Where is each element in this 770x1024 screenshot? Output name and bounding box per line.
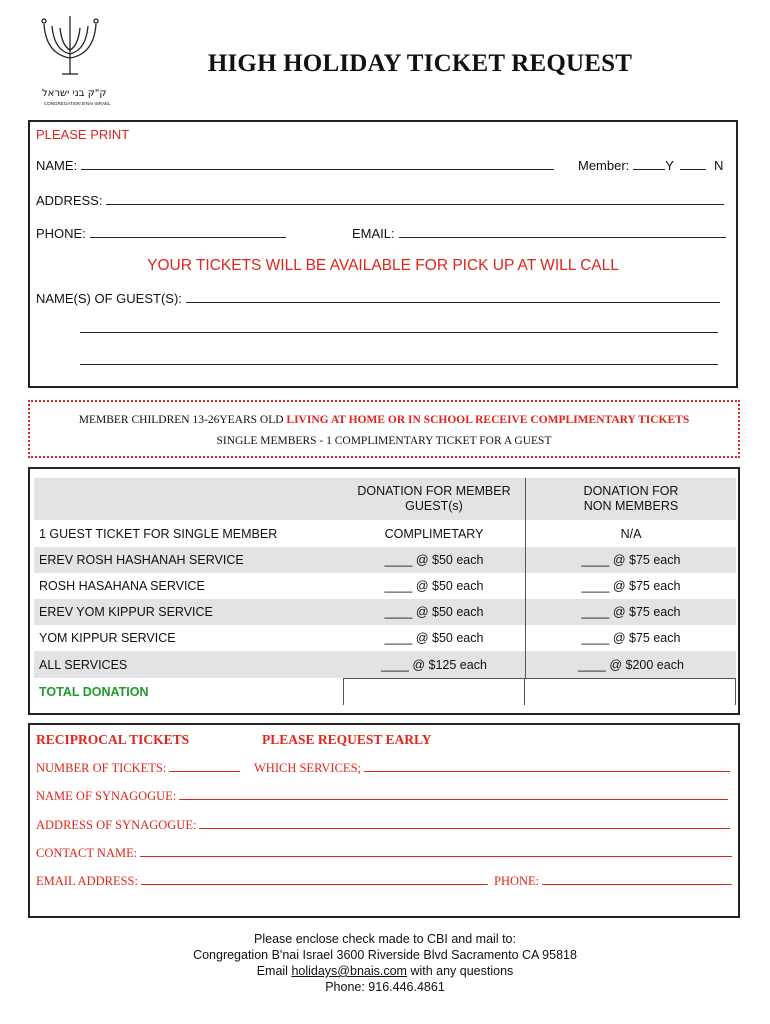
table-row[interactable]	[34, 599, 736, 625]
row-member[interactable]: ____ @ $125 each	[381, 657, 487, 672]
row-member[interactable]: ____ @ $50 each	[384, 631, 484, 645]
row-nonmember[interactable]: ____ @ $75 each	[525, 573, 736, 599]
row-member[interactable]: ____ @ $50 each	[384, 605, 484, 619]
total-row[interactable]	[34, 678, 736, 705]
guests-line-2[interactable]	[80, 332, 718, 333]
phone-label: PHONE:	[36, 226, 86, 241]
member-yes-line[interactable]	[633, 168, 665, 170]
member-no-label: N	[713, 158, 724, 173]
contact-name-label: CONTACT NAME:	[36, 846, 138, 860]
reciprocal-title: RECIPROCAL TICKETS	[36, 732, 190, 747]
which-services-label: WHICH SERVICES;	[254, 761, 361, 775]
row-nonmember[interactable]: ____ @ $75 each	[525, 625, 736, 651]
row-nonmember: N/A	[525, 520, 736, 547]
member-yes-label: Y	[665, 158, 674, 173]
row-label: EREV YOM KIPPUR SERVICE	[39, 605, 213, 619]
complimentary-prefix: MEMBER CHILDREN 13-26YEARS OLD	[78, 414, 284, 426]
mailing-instructions	[0, 931, 770, 995]
reciprocal-phone-line[interactable]	[542, 883, 732, 885]
num-tickets-line[interactable]	[169, 770, 240, 772]
table-row[interactable]	[34, 625, 736, 651]
footer-phone: Phone: 916.446.4861	[325, 980, 445, 994]
header-nonmember: DONATION FOR NON MEMBERS	[525, 478, 736, 520]
row-member[interactable]: ____ @ $50 each	[384, 553, 484, 567]
which-services-field[interactable]	[254, 761, 730, 776]
table-header-row	[34, 478, 736, 520]
footer-email-prefix: Email	[256, 964, 288, 978]
header-blank	[34, 478, 343, 520]
reciprocal-email-line[interactable]	[141, 883, 488, 885]
header-member: DONATION FOR MEMBER GUEST(s)	[343, 478, 525, 520]
table-row[interactable]	[34, 651, 736, 678]
total-nonmember-cell[interactable]	[525, 678, 736, 705]
table-row	[34, 520, 736, 547]
synagogue-name-line[interactable]	[179, 798, 728, 800]
name-field[interactable]	[36, 158, 554, 173]
row-nonmember[interactable]: ____ @ $200 each	[525, 651, 736, 678]
row-nonmember[interactable]: ____ @ $75 each	[525, 547, 736, 573]
address-field[interactable]	[36, 193, 724, 208]
guests-field[interactable]	[36, 291, 720, 306]
member-label: Member:	[578, 158, 630, 173]
table-row[interactable]	[34, 547, 736, 573]
synagogue-address-line[interactable]	[199, 827, 730, 829]
footer-line-2: Congregation B'nai Israel 3600 Riverside Blvd Sacramento CA 95818	[193, 948, 577, 962]
reciprocal-email-label: EMAIL ADDRESS:	[36, 874, 138, 888]
row-member[interactable]: ____ @ $50 each	[384, 579, 484, 593]
request-early-label: PLEASE REQUEST EARLY	[262, 732, 432, 747]
total-member-cell[interactable]	[343, 678, 525, 705]
synagogue-name-label: NAME OF SYNAGOGUE:	[36, 789, 177, 803]
complimentary-line-1	[30, 414, 738, 426]
total-label: TOTAL DONATION	[39, 684, 149, 699]
row-nonmember[interactable]: ____ @ $75 each	[525, 599, 736, 625]
guests-label: NAME(S) OF GUEST(S):	[36, 291, 182, 306]
which-services-line[interactable]	[364, 770, 730, 772]
address-label: ADDRESS:	[36, 193, 103, 208]
num-tickets-field[interactable]	[36, 761, 240, 776]
name-line[interactable]	[81, 168, 554, 170]
pickup-notice: YOUR TICKETS WILL BE AVAILABLE FOR PICK UP AT WILL CALL	[147, 257, 619, 274]
guests-line-1[interactable]	[186, 301, 720, 303]
synagogue-address-label: ADDRESS OF SYNAGOGUE:	[36, 818, 197, 832]
congregation-logo	[30, 8, 126, 108]
logo-hebrew: ק"ק בני ישראל	[42, 88, 107, 99]
guests-line-3[interactable]	[80, 364, 718, 365]
email-label: EMAIL:	[352, 226, 395, 241]
num-tickets-label: NUMBER OF TICKETS:	[36, 761, 167, 775]
reciprocal-phone-label: PHONE:	[494, 874, 540, 888]
synagogue-address-field[interactable]	[36, 818, 730, 833]
row-member: COMPLIMETARY	[384, 526, 484, 541]
phone-field[interactable]	[36, 226, 286, 241]
address-line[interactable]	[106, 203, 724, 205]
row-label: ALL SERVICES	[39, 657, 128, 672]
row-label: EREV ROSH HASHANAH SERVICE	[39, 553, 244, 567]
contact-name-line[interactable]	[140, 855, 732, 857]
email-field[interactable]	[352, 226, 726, 241]
email-line[interactable]	[399, 236, 726, 238]
contact-name-field[interactable]	[36, 846, 732, 861]
table-row[interactable]	[34, 573, 736, 599]
complimentary-highlight: LIVING AT HOME OR IN SCHOOL RECEIVE COMPLIMENTARY TICKETS	[286, 414, 690, 426]
reciprocal-email-field[interactable]	[36, 874, 488, 889]
please-print-label: PLEASE PRINT	[36, 127, 130, 142]
phone-line[interactable]	[90, 236, 286, 238]
synagogue-name-field[interactable]	[36, 789, 728, 804]
row-label: ROSH HASAHANA SERVICE	[39, 579, 205, 593]
logo-caption: CONGREGATION B'NAI ISRAEL	[44, 101, 111, 106]
complimentary-line-2: SINGLE MEMBERS - 1 COMPLIMENTARY TICKET FOR A GUEST	[216, 435, 552, 447]
member-field[interactable]	[578, 158, 728, 173]
row-label: 1 GUEST TICKET FOR SINGLE MEMBER	[39, 526, 278, 541]
footer-email-suffix: with any questions	[410, 964, 514, 978]
row-label: YOM KIPPUR SERVICE	[39, 631, 176, 645]
footer-email-link[interactable]: holidays@bnais.com	[291, 964, 407, 978]
reciprocal-phone-field[interactable]	[494, 874, 732, 889]
member-no-line[interactable]	[680, 168, 706, 170]
complimentary-notice	[28, 400, 740, 458]
name-label: NAME:	[36, 158, 78, 173]
footer-line-1: Please enclose check made to CBI and mail to:	[254, 932, 516, 946]
footer-email-line	[0, 963, 770, 979]
page-title: HIGH HOLIDAY TICKET REQUEST	[207, 50, 633, 77]
